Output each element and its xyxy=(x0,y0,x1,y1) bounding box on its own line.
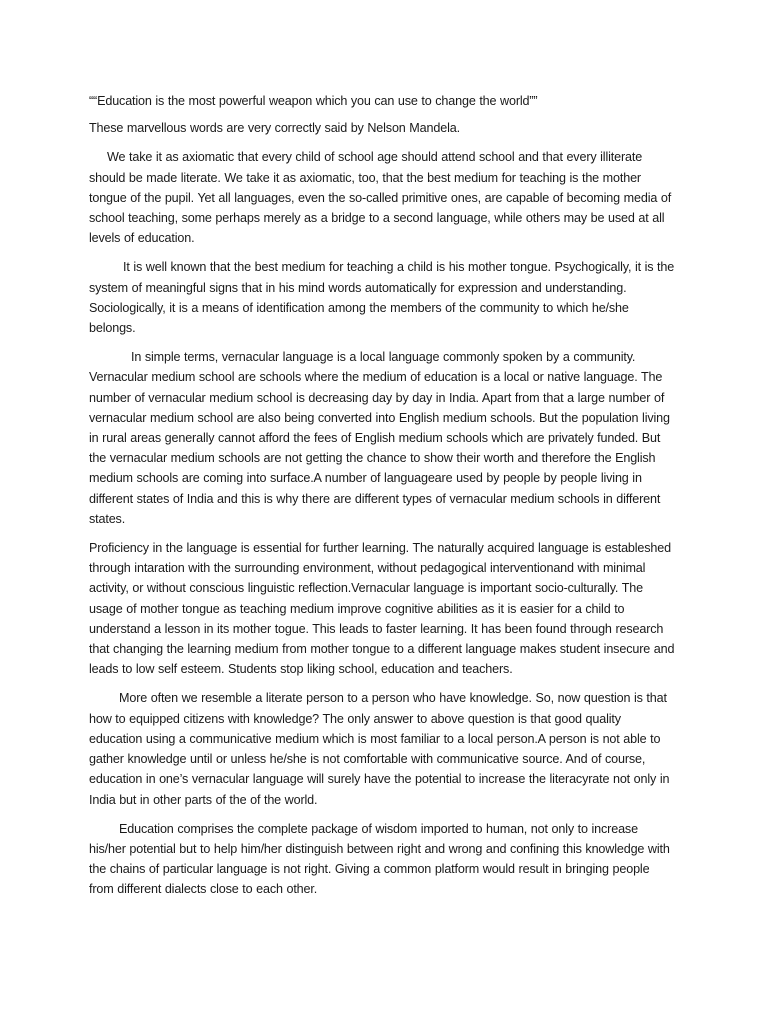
body-paragraph-6: Education comprises the complete package of wisdom imported to human, not only to increase his/her potential but to help him/her distinguish between right and wrong and confining this knowledge with the chains of particular language is not right. Giving a common platform would result in bringing people from different dialects close to each other. xyxy=(89,821,670,897)
body-paragraph-2: It is well known that the best medium for teaching a child is his mother tongue. Psychogically, it is the system of meaningful signs that in his mind words automatically for expression and understanding. Sociologically, it is a means of identification among the members of the community to which he/she belongs. xyxy=(89,260,675,336)
attribution-paragraph: These marvellous words are very correctly said by Nelson Mandela. xyxy=(89,121,460,136)
quote-paragraph: ““Education is the most powerful weapon which you can use to change the world”” xyxy=(89,94,538,108)
body-paragraph-1: We take it as axiomatic that every child of school age should attend school and that every illiterate should be made literate. We take it as axiomatic, too, that the best medium for teaching is the mother tongue of the pupil. Yet all languages, even the so-called primitive ones, are capable of becoming media of school teaching, some perhaps merely as a bridge to a second language, while others may be used at all levels of education. xyxy=(89,150,672,246)
body-paragraph-4: Proficiency in the language is essential for further learning. The naturally acquired language is estableshed through intaration with the surrounding environment, without pedagogical interventionand with minimal activity, or without conscious linguistic reflection.Vernacular language is important socio-culturally. The usage of mother tongue as teaching medium improve cognitive abilities as it is easier for a child to understand a lesson in its mother togue. This leads to faster learning. It has been found through research that changing the learning medium from mother tongue to a different language makes student insecure and leads to low self esteem. Students stop liking school, education and teachers. xyxy=(89,541,675,677)
body-paragraph-3: In simple terms, vernacular language is a local language commonly spoken by a community. Vernacular medium school are schools where the medium of education is a local or native language. The number of vernacular medium school is decreasing day by day in India. Apart from that a large number of vernacular medium school are also being converted into English medium schools. But the population living in rural areas generally cannot afford the fees of English medium schools which are privately funded. But the vernacular medium schools are not getting the chance to show their worth and therefore the English medium schools are coming into surface.A number of languageare used by people by people living in different states of India and this is why there are different types of vernacular medium schools in different states. xyxy=(89,350,670,526)
body-paragraph-5: More often we resemble a literate person to a person who have knowledge. So, now question is that how to equipped citizens with knowledge? The only answer to above question is that good quality education using a communicative medium which is most familiar to a local person.A person is not able to gather knowledge until or unless he/she is not comfortable with communicative source. And of course, education in one’s vernacular language will surely have the potential to increase the literacyrate not only in India but in other parts of the of the world. xyxy=(89,691,670,807)
document-page xyxy=(89,91,675,900)
